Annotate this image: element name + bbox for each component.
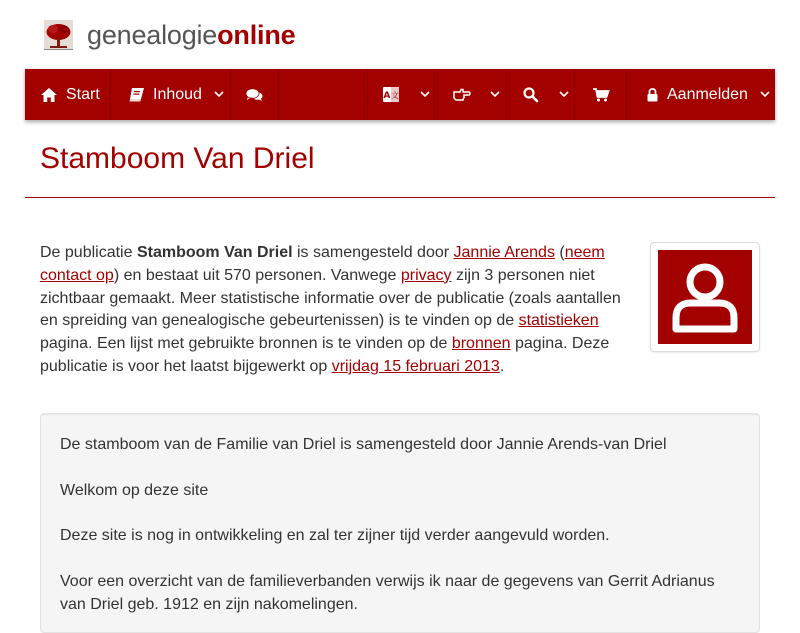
svg-text:文: 文 <box>391 91 399 100</box>
nav-language[interactable] <box>368 69 438 120</box>
shopping-cart-icon <box>592 88 610 102</box>
nav-cart[interactable] <box>575 69 627 120</box>
book-icon <box>127 88 145 102</box>
intro-text: ( <box>554 244 565 261</box>
intro-text: pagina. Deze publicatie is voor het laatst bijgewerkt op <box>40 335 610 375</box>
nav-search[interactable] <box>507 69 575 120</box>
contact-link[interactable]: neem contact op <box>40 244 605 284</box>
author-link[interactable]: Jannie Arends <box>453 244 555 261</box>
statistics-link[interactable]: statistieken <box>518 312 599 330</box>
chevron-down-icon <box>490 91 500 98</box>
description-paragraph: Deze site is nog in ontwikkeling en zal ter zijner tijd verder aangevuld worden. <box>60 527 610 545</box>
navbar-spacer <box>279 69 368 120</box>
nav-login[interactable] <box>627 69 775 120</box>
last-updated-link[interactable]: vrijdag 15 februari 2013 <box>331 357 500 375</box>
sources-link[interactable]: bronnen <box>451 335 511 353</box>
language-icon <box>382 87 400 102</box>
logo-text-genealogie: genealogie <box>87 20 218 50</box>
site-name <box>87 18 295 52</box>
intro-text: is samengesteld door <box>292 244 454 261</box>
description-paragraph: Welkom op deze site <box>60 481 209 499</box>
lock-icon <box>643 88 661 102</box>
chevron-down-icon <box>760 91 770 98</box>
page-title: Stamboom Van Driel <box>40 142 315 175</box>
intro-text: pagina. Een lijst met gebruikte bronnen is te vinden op de <box>40 335 452 353</box>
logo-text-online: online <box>217 20 296 50</box>
description-paragraph: Voor een overzicht van de familieverbanden verwijs ik naar de gegevens van Gerrit Adrianus van Driel geb. 1912 en zijn nakomelingen. <box>60 572 715 613</box>
home-icon <box>40 88 58 102</box>
svg-text:A: A <box>383 91 391 101</box>
chevron-down-icon <box>420 91 430 98</box>
site-logo[interactable] <box>44 18 295 52</box>
title-divider <box>25 197 775 198</box>
comments-icon <box>246 88 264 102</box>
family-tree-icon <box>44 21 73 50</box>
user-icon <box>658 250 752 344</box>
nav-inhoud-label: Inhoud <box>153 85 202 103</box>
nav-start[interactable] <box>25 69 111 120</box>
intro-text: ) en bestaat uit 570 personen. Vanwege <box>113 266 401 284</box>
search-icon <box>521 87 539 102</box>
nav-login-label: Aanmelden <box>667 85 748 103</box>
author-avatar[interactable] <box>650 242 760 352</box>
nav-forum[interactable] <box>231 69 279 120</box>
description-paragraph: De stamboom van de Familie van Driel is samengesteld door Jannie Arends-van Driel <box>60 436 667 453</box>
hand-pointer-icon <box>452 88 470 101</box>
nav-inhoud[interactable] <box>111 69 231 120</box>
intro-text: . <box>499 357 505 375</box>
chevron-down-icon <box>214 91 224 98</box>
intro-text: De publicatie <box>40 244 137 261</box>
publication-name: Stamboom Van Driel <box>136 244 293 261</box>
nav-actions[interactable] <box>438 69 507 120</box>
privacy-link[interactable]: privacy <box>400 266 452 284</box>
publication-intro <box>40 242 630 379</box>
publication-description <box>40 413 760 633</box>
intro-text: zijn 3 personen niet zichtbaar gemaakt. Meer statistische informatie over de publicatie (zoals aantallen en spreiding van genealogische gebeurtenissen) is te vinden op de <box>40 266 621 330</box>
main-navbar <box>25 69 775 120</box>
nav-start-label: Start <box>66 85 100 103</box>
chevron-down-icon <box>559 91 569 98</box>
